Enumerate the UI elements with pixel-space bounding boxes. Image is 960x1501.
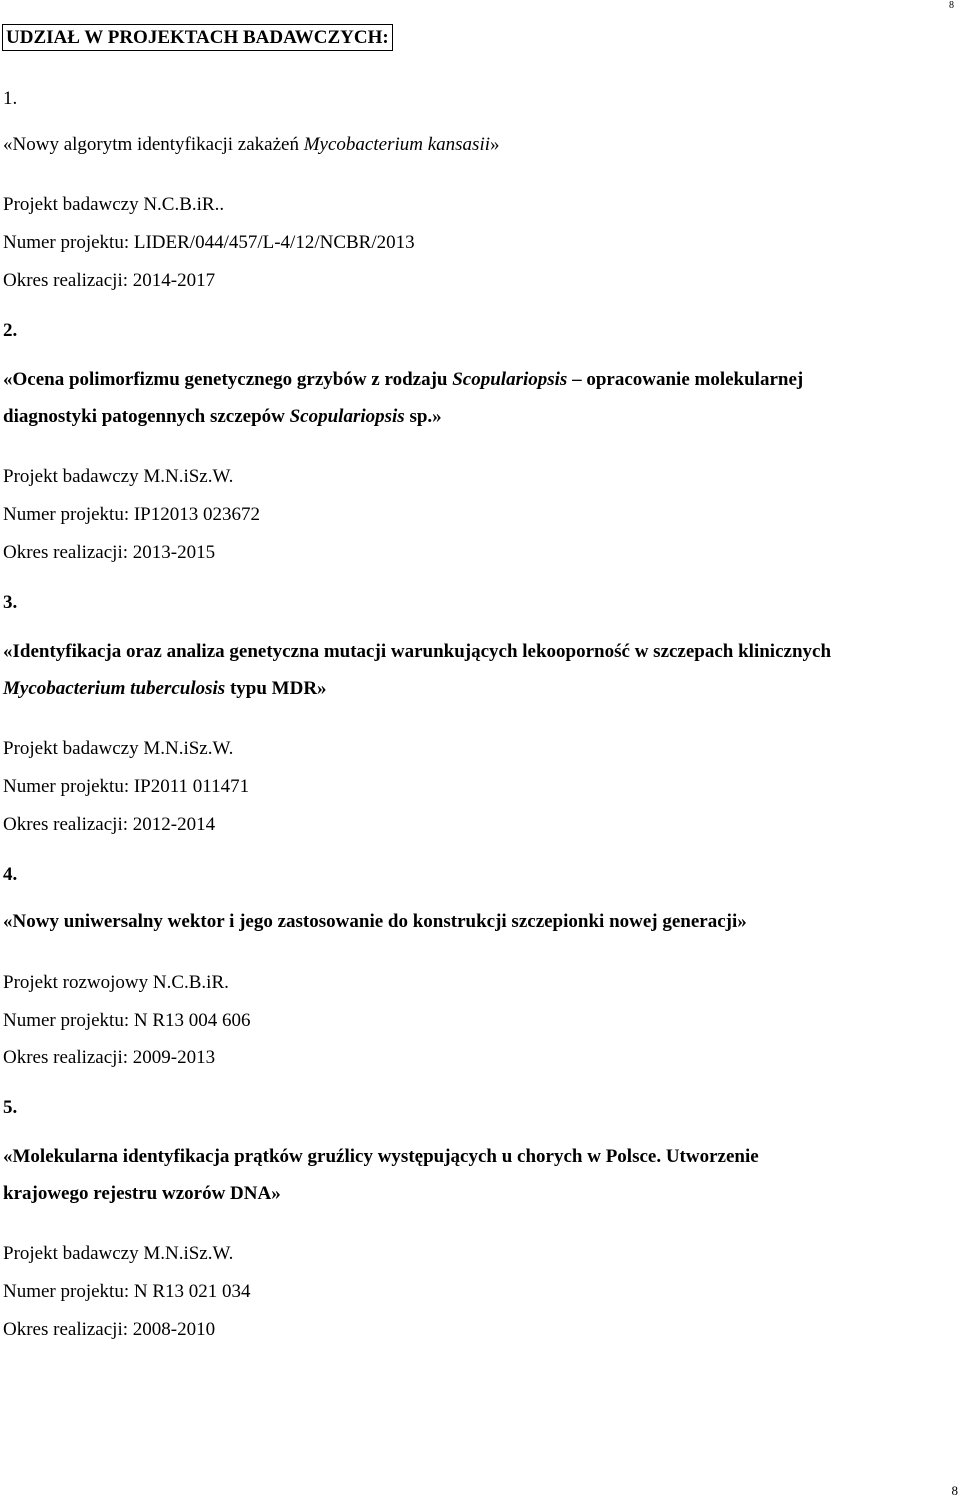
project-number-id: Numer projektu: LIDER/044/457/L-4/12/NCBR/2013 xyxy=(3,232,415,253)
page-number-bottom: 8 xyxy=(951,1483,958,1498)
project-title-line-2: krajowego rejestru wzorów DNA» xyxy=(3,1183,281,1204)
project-number-id: Numer projektu: IP12013 023672 xyxy=(3,504,261,525)
project-title-line-1: «Molekularna identyfikacja prątków gruźlicy występujących u chorych w Polsce. Utworzenie xyxy=(3,1146,759,1167)
project-title-line-2: diagnostyki patogennych szczepów Scopulariopsis sp.» xyxy=(3,406,442,427)
project-number: 1. xyxy=(3,88,18,109)
project-number: 4. xyxy=(3,864,18,885)
project-number: 3. xyxy=(3,592,18,613)
project-period: Okres realizacji: 2009-2013 xyxy=(3,1047,216,1068)
project-number-id: Numer projektu: N R13 004 606 xyxy=(3,1010,251,1031)
project-number: 2. xyxy=(3,320,18,341)
project-title-line-1: «Ocena polimorfizmu genetycznego grzybów z rodzaju Scopulariopsis – opracowanie molekularnej xyxy=(3,369,804,390)
project-type: Projekt badawczy N.C.B.iR.. xyxy=(3,194,225,215)
project-number-id: Numer projektu: N R13 021 034 xyxy=(3,1281,251,1302)
project-number-id: Numer projektu: IP2011 011471 xyxy=(3,776,250,797)
project-title-line-2: Mycobacterium tuberculosis typu MDR» xyxy=(3,678,327,699)
project-type: Projekt badawczy M.N.iSz.W. xyxy=(3,738,234,759)
project-type: Projekt rozwojowy N.C.B.iR. xyxy=(3,972,229,993)
project-period: Okres realizacji: 2008-2010 xyxy=(3,1319,216,1340)
project-period: Okres realizacji: 2013-2015 xyxy=(3,542,216,563)
project-title: «Nowy uniwersalny wektor i jego zastosowanie do konstrukcji szczepionki nowej generacji» xyxy=(3,911,747,932)
project-type: Projekt badawczy M.N.iSz.W. xyxy=(3,466,234,487)
project-number: 5. xyxy=(3,1097,18,1118)
project-title-line-1: «Identyfikacja oraz analiza genetyczna mutacji warunkujących lekooporność w szczepach klinicznych xyxy=(3,641,832,662)
project-period: Okres realizacji: 2012-2014 xyxy=(3,814,216,835)
page-number-top: 8 xyxy=(949,0,954,11)
section-heading: UDZIAŁ W PROJEKTACH BADAWCZYCH: xyxy=(2,24,393,51)
project-period: Okres realizacji: 2014-2017 xyxy=(3,270,216,291)
project-type: Projekt badawczy M.N.iSz.W. xyxy=(3,1243,234,1264)
project-title: «Nowy algorytm identyfikacji zakażeń Mycobacterium kansasii» xyxy=(3,134,500,155)
